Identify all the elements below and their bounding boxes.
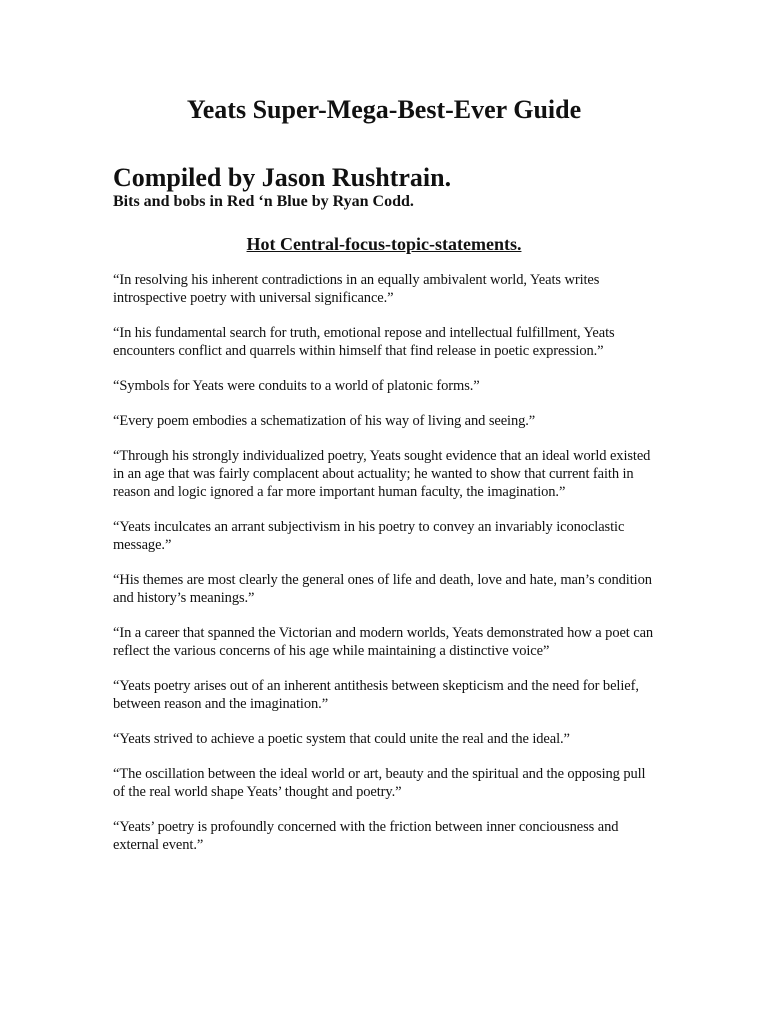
quote-item: “Symbols for Yeats were conduits to a world of platonic forms.” [113,378,480,394]
quote-item: “Yeats poetry arises out of an inherent antithesis between skepticism and the need for belief, between reason and the imagination.” [113,678,639,712]
quote-item: “Yeats inculcates an arrant subjectivism in his poetry to convey an invariably iconoclastic message.” [113,519,625,553]
quote-item: “His themes are most clearly the general ones of life and death, love and hate, man’s condition and history’s meanings.” [113,572,652,606]
quote-item: “In resolving his inherent contradictions in an equally ambivalent world, Yeats writes introspective poetry with universal significance.” [113,272,600,306]
quote-item: “Every poem embodies a schematization of his way of living and seeing.” [113,413,536,429]
document-title: Yeats Super-Mega-Best-Ever Guide [186,95,582,124]
quote-item: “In a career that spanned the Victorian and modern worlds, Yeats demonstrated how a poet can reflect the various concerns of his age while maintaining a distinctive voice” [113,625,654,659]
section-heading: Hot Central-focus-topic-statements. [246,234,522,254]
quote-item: “Through his strongly individualized poetry, Yeats sought evidence that an ideal world existed in an age that was fairly complacent about actuality; he wanted to show that current faith in reason and logic ignored a far more important human faculty, the imagination.” [113,448,651,500]
quote-item: “The oscillation between the ideal world or art, beauty and the spiritual and the opposing pull of the real world shape Yeats’ thought and poetry.” [113,766,646,800]
credits-line: Bits and bobs in Red ‘n Blue by Ryan Codd. [113,193,414,210]
compiled-by-line: Compiled by Jason Rushtrain. [113,163,452,192]
quote-item: “In his fundamental search for truth, emotional repose and intellectual fulfillment, Yeats encounters conflict and quarrels within himself that find release in poetic expression.” [113,325,615,359]
quote-item: “Yeats’ poetry is profoundly concerned with the friction between inner conciousness and external event.” [113,819,619,853]
quote-item: “Yeats strived to achieve a poetic system that could unite the real and the ideal.” [113,731,570,747]
quote-list [113,271,658,871]
